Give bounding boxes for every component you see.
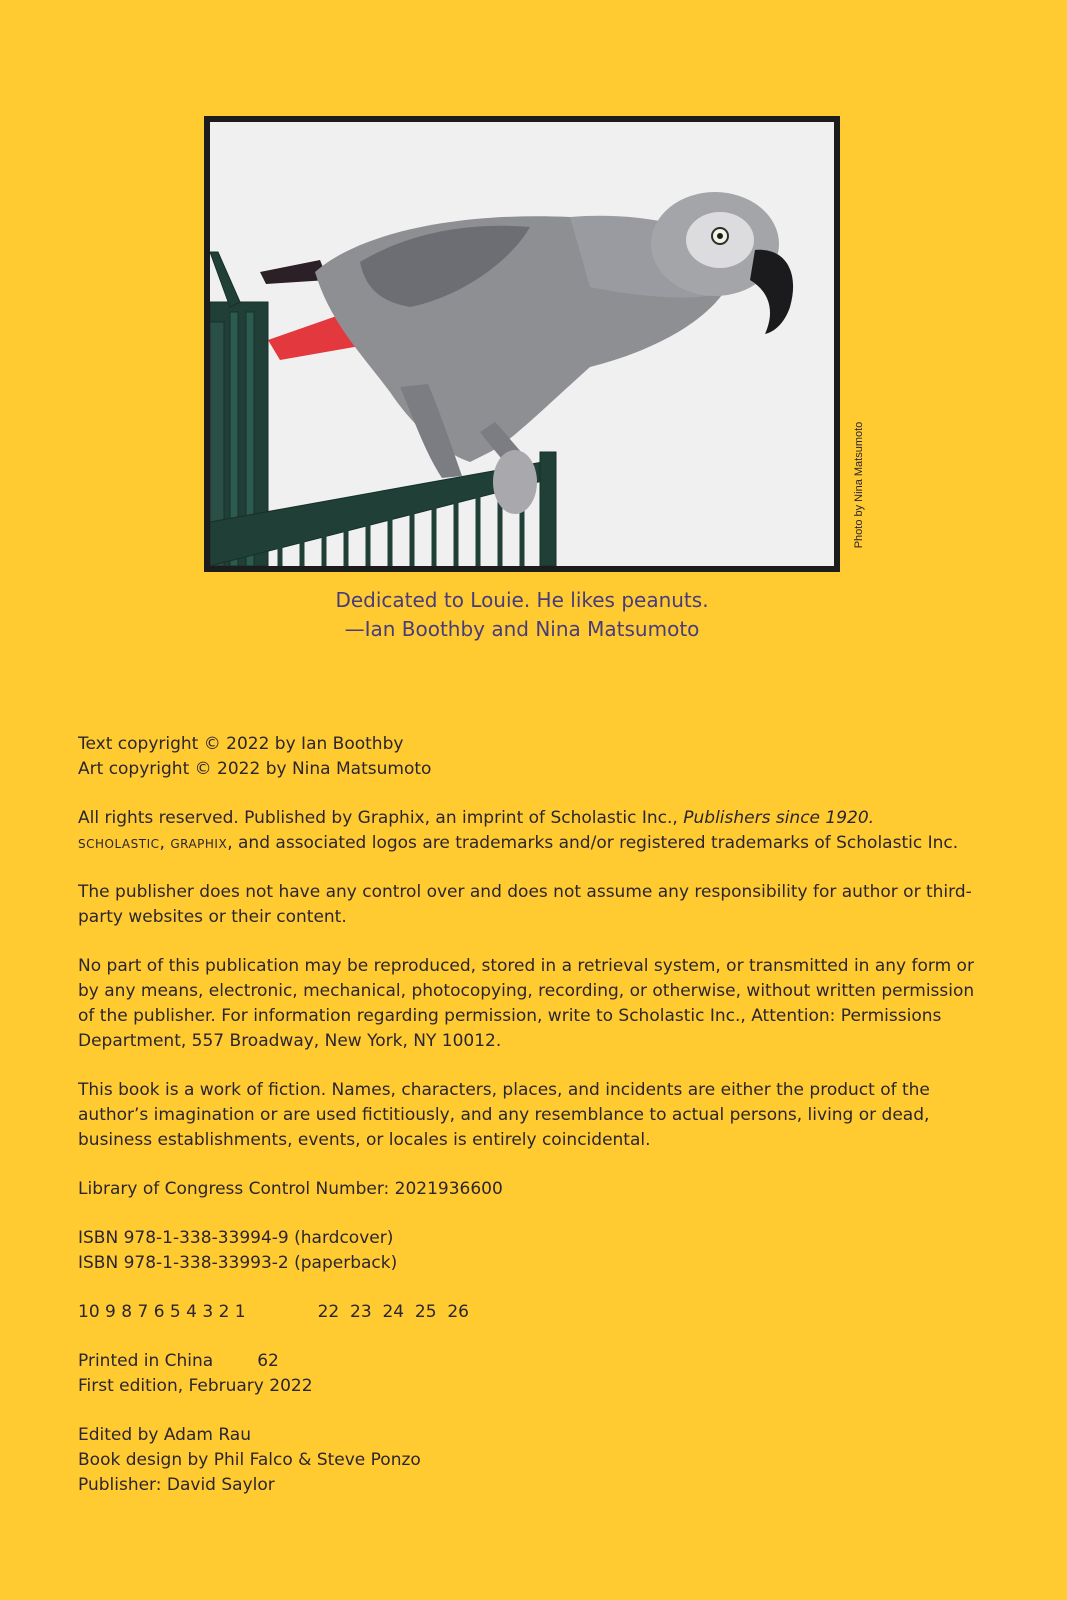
printed-code: 62 xyxy=(257,1351,279,1371)
trademark-graphix: graphix xyxy=(170,833,228,853)
copyright-block xyxy=(78,732,978,1522)
dedication-line-1: Dedicated to Louie. He likes peanuts. xyxy=(335,588,709,612)
photo-frame xyxy=(204,116,840,572)
trademark-sep: , xyxy=(159,833,171,853)
book-design: Book design by Phil Falco & Steve Ponzo xyxy=(78,1450,421,1470)
print-line xyxy=(78,1300,978,1325)
edition: First edition, February 2022 xyxy=(78,1376,313,1396)
credits-block xyxy=(78,1423,978,1498)
reproduction-notice: No part of this publication may be reproduced, stored in a retrieval system, or transmitted in any form or by any means, electronic, mechanical, photocopying, recording, or otherwise, without written permission of the publisher. For information regarding permission, write to Scholastic Inc., Attention: Permissions Department, 557 Broadway, New York, NY 10012. xyxy=(78,956,975,1051)
publisher-control: The publisher does not have any control over and does not assume any responsibility for author or third-party websites or their content. xyxy=(78,882,972,927)
rights-paragraph xyxy=(78,806,978,856)
copyright-lines xyxy=(78,732,978,782)
rights-text: All rights reserved. Published by Graphix, an imprint of Scholastic Inc., xyxy=(78,808,684,828)
printed-block xyxy=(78,1349,978,1399)
isbn-hardcover: ISBN 978-1-338-33994-9 (hardcover) xyxy=(78,1228,394,1248)
isbn-block xyxy=(78,1226,978,1276)
publisher: Publisher: David Saylor xyxy=(78,1475,275,1495)
dedication-line-2: —Ian Boothby and Nina Matsumoto xyxy=(344,617,700,641)
parrot-photo xyxy=(210,122,834,566)
trademark-scholastic: scholastic xyxy=(78,833,160,853)
text-copyright: Text copyright © 2022 by Ian Boothby xyxy=(78,734,404,754)
trademark-rest: , and associated logos are trademarks and/or registered trademarks of Scholastic Inc. xyxy=(227,833,959,853)
rights-italic: Publishers since 1920. xyxy=(683,808,875,828)
isbn-paperback: ISBN 978-1-338-33993-2 (paperback) xyxy=(78,1253,398,1273)
year-numbers: 22 23 24 25 26 xyxy=(317,1302,469,1322)
print-numbers: 10 9 8 7 6 5 4 3 2 1 xyxy=(78,1302,246,1322)
loc-number: Library of Congress Control Number: 2021936600 xyxy=(78,1179,503,1199)
art-copyright: Art copyright © 2022 by Nina Matsumoto xyxy=(78,759,432,779)
printed-in: Printed in China xyxy=(78,1351,214,1371)
editor: Edited by Adam Rau xyxy=(78,1425,251,1445)
photo-credit: Photo by Nina Matsumoto xyxy=(853,421,865,549)
fiction-notice: This book is a work of fiction. Names, characters, places, and incidents are either the product of the author’s imagination or are used fictitiously, and any resemblance to actual persons, living or dead, business establishments, events, or locales is entirely coincidental. xyxy=(78,1080,930,1150)
dedication xyxy=(204,586,840,644)
